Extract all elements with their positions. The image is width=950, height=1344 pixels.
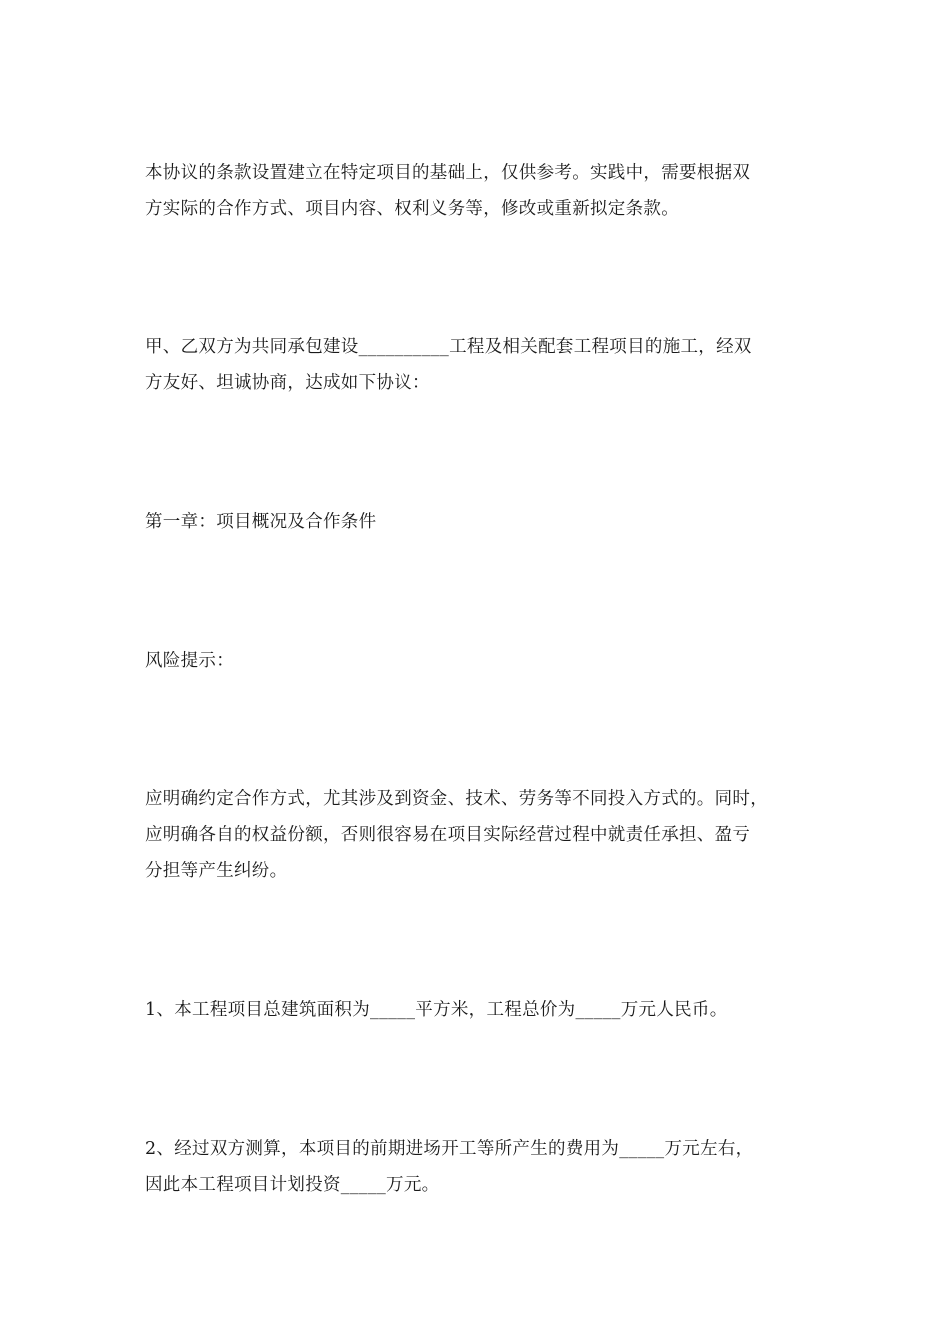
risk-body-paragraph [145,781,810,889]
disclaimer-line: 本协议的条款设置建立在特定项目的基础上，仅供参考。实践中，需要根据双 [145,163,751,183]
chapter-title-line: 第一章：项目概况及合作条件 [145,512,377,532]
clause-2-paragraph [145,1131,810,1203]
preamble-paragraph [145,329,810,401]
clause-2-line: 2、经过双方测算，本项目的前期进场开工等所产生的费用为_____万元左右， [145,1139,754,1159]
risk-heading-line: 风险提示： [145,651,234,671]
risk-body-line: 应明确各自的权益份额，否则很容易在项目实际经营过程中就责任承担、盈亏 [145,825,751,845]
risk-body-line: 分担等产生纠纷。 [145,861,288,881]
preamble-line: 甲、乙双方为共同承包建设__________工程及相关配套工程项目的施工，经双 [145,337,752,357]
chapter-title [145,504,810,540]
preamble-line: 方友好、坦诚协商，达成如下协议： [145,373,430,393]
risk-heading [145,643,810,679]
clause-1-paragraph [145,992,810,1028]
disclaimer-paragraph [145,155,810,227]
clause-2-line: 因此本工程项目计划投资_____万元。 [145,1175,440,1195]
disclaimer-line: 方实际的合作方式、项目内容、权利义务等，修改或重新拟定条款。 [145,199,679,219]
risk-body-line: 应明确约定合作方式，尤其涉及到资金、技术、劳务等不同投入方式的。同时， [145,789,768,809]
clause-1-line: 1、本工程项目总建筑面积为_____平方米，工程总价为_____万元人民币。 [145,1000,728,1020]
